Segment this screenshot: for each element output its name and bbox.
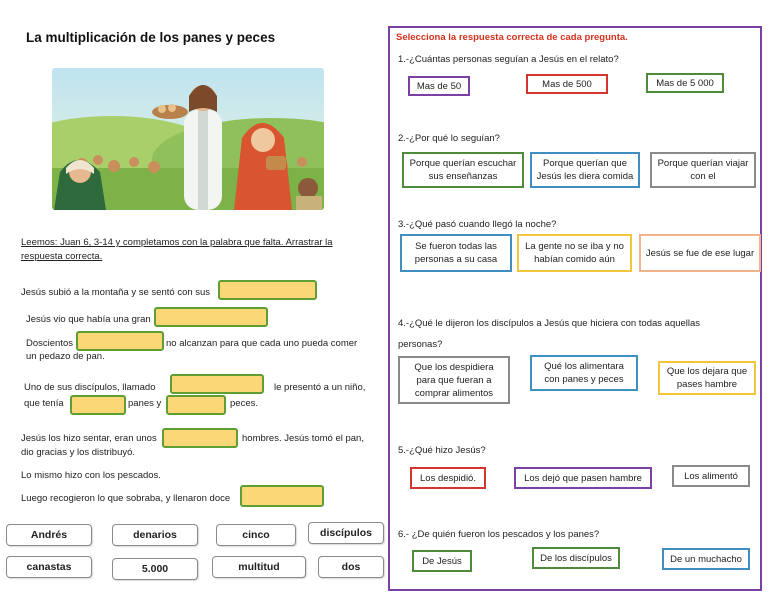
blank-8[interactable] xyxy=(240,485,324,507)
question-3: 3.-¿Qué pasó cuando llegó la noche? xyxy=(398,219,557,230)
q2-option-2[interactable]: Porque querían que Jesús les diera comida xyxy=(530,152,640,188)
blank-1[interactable] xyxy=(218,280,317,300)
question-6: 6.- ¿De quién fueron los pescados y los panes? xyxy=(398,529,600,540)
q6-option-2[interactable]: De los discípulos xyxy=(532,547,620,569)
quiz-panel xyxy=(388,26,762,591)
q2-option-3[interactable]: Porque querían viajar con el xyxy=(650,152,756,188)
q6-option-3[interactable]: De un muchacho xyxy=(662,548,750,570)
q1-option-3[interactable]: Mas de 5 000 xyxy=(646,73,724,93)
page-title: La multiplicación de los panes y peces xyxy=(26,30,276,45)
story-illustration xyxy=(52,68,324,210)
sentence-4c: que tenía xyxy=(24,398,64,409)
q3-option-2[interactable]: La gente no se iba y no habían comido aún xyxy=(517,234,632,272)
sentence-5a: Jesús los hizo sentar, eran unos xyxy=(21,433,157,444)
word-chip-denarios[interactable]: denarios xyxy=(112,524,198,546)
q4-option-2[interactable]: Qué los alimentara con panes y peces xyxy=(530,355,638,391)
word-chip-5000[interactable]: 5.000 xyxy=(112,558,198,580)
sentence-5b: hombres. Jesús tomó el pan, xyxy=(242,433,364,444)
sentence-5c: dio gracias y los distribuyó. xyxy=(21,447,136,458)
q1-option-2[interactable]: Mas de 500 xyxy=(526,74,608,94)
sentence-2: Jesús vio que había una gran xyxy=(26,314,151,325)
instructions: Leemos: Juan 6, 3-14 y completamos con la palabra que falta. Arrastrar la respuesta correcta. xyxy=(21,237,333,262)
word-chip-multitud[interactable]: multitud xyxy=(212,556,306,578)
blank-3[interactable] xyxy=(76,331,164,351)
question-4: 4.-¿Qué le dijeron los discípulos a Jesús que hiciera con todas aquellas xyxy=(398,318,701,329)
question-2: 2.-¿Por qué lo seguían? xyxy=(398,133,500,144)
sentence-3b: no alcanzan para que cada uno pueda comer xyxy=(166,338,358,349)
q5-option-1[interactable]: Los despidió. xyxy=(410,467,486,489)
sentence-3a: Doscientos xyxy=(26,338,73,349)
blank-6[interactable] xyxy=(166,395,226,415)
q5-option-3[interactable]: Los alimentó xyxy=(672,465,750,487)
q1-option-1[interactable]: Mas de 50 xyxy=(408,76,470,96)
question-1: 1.-¿Cuántas personas seguían a Jesús en el relato? xyxy=(398,54,619,65)
word-chip-andres[interactable]: Andrés xyxy=(6,524,92,546)
word-chip-cinco[interactable]: cinco xyxy=(216,524,296,546)
word-chip-discipulos[interactable]: discípulos xyxy=(308,522,384,544)
q2-option-1[interactable]: Porque querían escuchar sus enseñanzas xyxy=(402,152,524,188)
blank-7[interactable] xyxy=(162,428,238,448)
sentence-1: Jesús subió a la montaña y se sentó con sus xyxy=(21,287,211,298)
q5-option-2[interactable]: Los dejó que pasen hambre xyxy=(514,467,652,489)
blank-5[interactable] xyxy=(70,395,126,415)
q3-option-3[interactable]: Jesús se fue de ese lugar xyxy=(639,234,761,272)
sentence-7: Luego recogieron lo que sobraba, y llenaron doce xyxy=(21,493,231,504)
blank-4[interactable] xyxy=(170,374,264,394)
sentence-4e: peces. xyxy=(230,398,258,409)
sentence-4d: panes y xyxy=(128,398,162,409)
sentence-3c: un pedazo de pan. xyxy=(26,351,105,362)
question-5: 5.-¿Qué hizo Jesús? xyxy=(398,445,486,456)
word-chip-dos[interactable]: dos xyxy=(318,556,384,578)
quiz-header: Selecciona la respuesta correcta de cada pregunta. xyxy=(396,32,628,43)
sentence-4b: le presentó a un niño, xyxy=(274,382,366,393)
blank-2[interactable] xyxy=(154,307,268,327)
q4-option-1[interactable]: Que los despidiera para que fueran a comprar alimentos xyxy=(398,356,510,404)
q6-option-1[interactable]: De Jesús xyxy=(412,550,472,572)
q4-option-3[interactable]: Que los dejara que pases hambre xyxy=(658,361,756,395)
sentence-6: Lo mismo hizo con los pescados. xyxy=(21,470,161,481)
question-4-continued: personas? xyxy=(398,339,443,350)
q3-option-1[interactable]: Se fueron todas las personas a su casa xyxy=(400,234,512,272)
word-chip-canastas[interactable]: canastas xyxy=(6,556,92,578)
sentence-4a: Uno de sus discípulos, llamado xyxy=(24,382,156,393)
